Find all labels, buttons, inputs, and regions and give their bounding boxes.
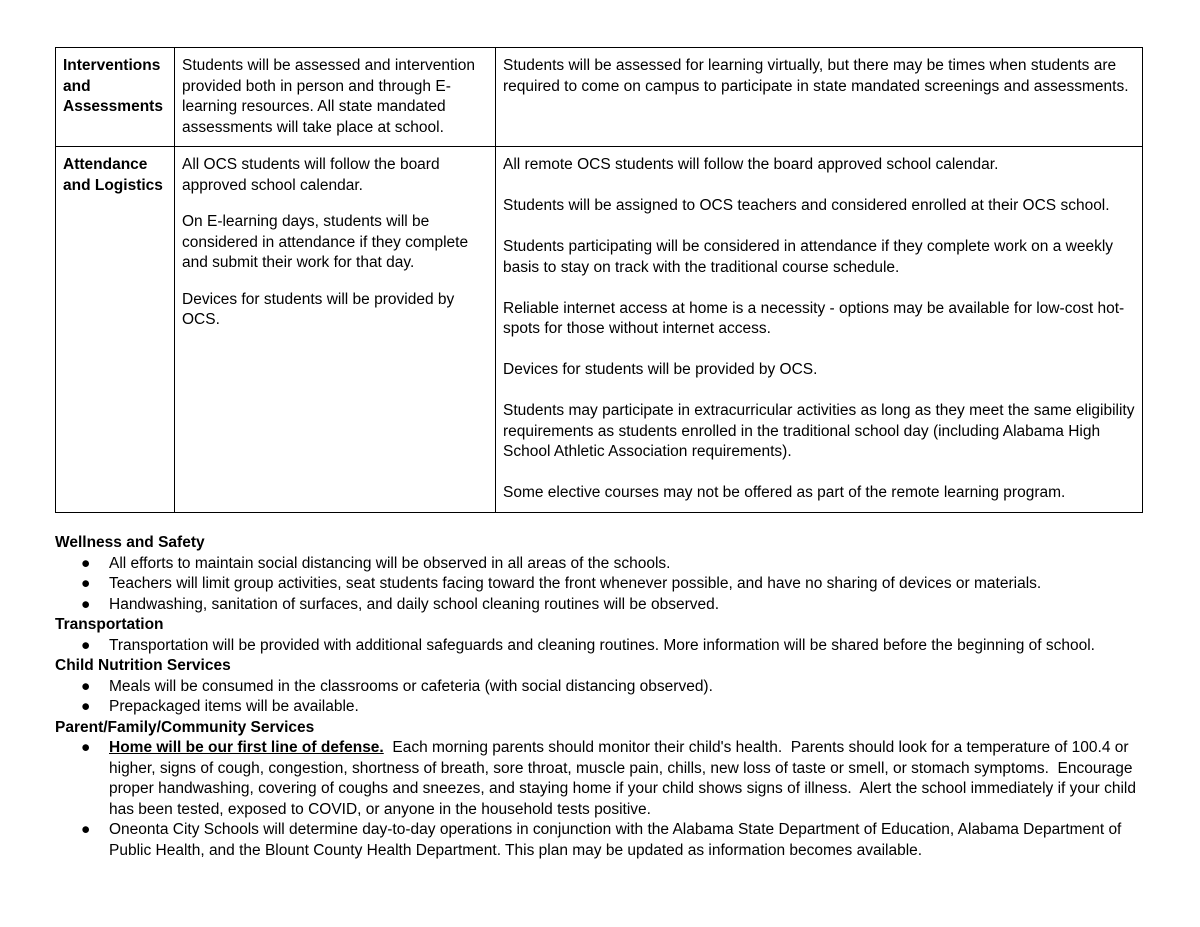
cell-paragraph: Students will be assessed for learning virtually, but there may be times when students are required to come on campus to participate in state mandated screenings and assessments. (503, 57, 1129, 95)
cell-paragraph: Reliable internet access at home is a necessity - options may be available for low-cost hot-spots for those without internet access. (503, 299, 1125, 337)
cell-paragraph: Some elective courses may not be offered as part of the remote learning program. (503, 484, 1066, 501)
first-line-of-defense-emphasis: Home will be our first line of defense. (109, 739, 384, 756)
guidelines-sections (55, 533, 1165, 861)
list-item-text: Transportation will be provided with additional safeguards and cleaning routines. More information will be shared before the beginning of school. (109, 636, 1095, 654)
cell-paragraph: Devices for students will be provided by OCS. (182, 290, 455, 328)
list-item-text: Each morning parents should monitor their child's health. Parents should look for a temperature of 100.4 or higher, signs of cough, congestion, shortness of breath, sore throat, muscle pain, chills, new loss of taste or smell, or stomach symptoms. Encourage proper handwashing, covering of coughs and sneezes, and staying home if your child shows signs of illness. Alert the school immediately if your child has been tested, exposed to COVID, or anyone in the household tests positive. (109, 739, 1141, 818)
list-item (55, 820, 1165, 861)
cell-paragraph: Students may participate in extracurricular activities as long as they meet the same eligibility requirements as students enrolled in the traditional school day (including Alabama High School Athletic Association requirements). (503, 402, 1135, 460)
community-list (55, 738, 1165, 861)
cell-paragraph: All OCS students will follow the board approved school calendar. (182, 156, 440, 194)
bullet-icon: ● (81, 739, 91, 756)
row-label-interventions: Interventions and Assessments (56, 48, 175, 147)
bullet-icon: ● (81, 821, 91, 838)
nutrition-list (55, 677, 1165, 718)
cell-paragraph: Students will be assigned to OCS teachers and considered enrolled at their OCS school. (503, 197, 1110, 214)
list-item-text: All efforts to maintain social distancing will be observed in all areas of the schools. (109, 554, 671, 572)
cell-paragraph: Students participating will be considered in attendance if they complete work on a weekly basis to stay on track with the traditional course schedule. (503, 238, 1114, 276)
list-item (55, 574, 1165, 595)
section-heading-wellness: Wellness and Safety (55, 534, 205, 551)
cell-paragraph: All remote OCS students will follow the board approved school calendar. (503, 156, 999, 173)
list-item (55, 595, 1165, 616)
cell-paragraph: Devices for students will be provided by OCS. (503, 361, 818, 378)
transportation-list (55, 636, 1165, 657)
bullet-icon: ● (81, 575, 91, 592)
remote-cell-attendance (496, 147, 1143, 513)
row-label-attendance: Attendance and Logistics (56, 147, 175, 513)
remote-cell-interventions (496, 48, 1143, 147)
list-item-text: Oneonta City Schools will determine day-to-day operations in conjunction with the Alabama State Department of Education, Alabama Department of Public Health, and the Blount County Health Department. This plan may be updated as information becomes available. (109, 821, 1122, 859)
bullet-icon: ● (81, 677, 91, 695)
list-item (55, 738, 1165, 820)
table-row-interventions (56, 48, 1143, 147)
list-item-text: Handwashing, sanitation of surfaces, and daily school cleaning routines will be observed. (109, 595, 720, 613)
traditional-cell-attendance (175, 147, 496, 513)
section-heading-nutrition: Child Nutrition Services (55, 657, 231, 674)
cell-paragraph: On E-learning days, students will be considered in attendance if they complete and submit their work for that day. (182, 213, 469, 271)
wellness-list (55, 554, 1165, 616)
section-heading-transportation: Transportation (55, 616, 164, 633)
list-item (55, 636, 1165, 657)
bullet-icon: ● (81, 595, 91, 613)
list-item-text: Meals will be consumed in the classrooms or cafeteria (with social distancing observed). (109, 677, 713, 695)
table-row-attendance (56, 147, 1143, 513)
list-item (55, 554, 1165, 575)
cell-paragraph: Students will be assessed and intervention provided both in person and through E-learning resources. All state mandated assessments will take place at school. (182, 57, 475, 136)
list-item (55, 677, 1165, 698)
list-item-text: Prepackaged items will be available. (109, 698, 359, 715)
bullet-icon: ● (81, 698, 91, 715)
list-item (55, 697, 1165, 718)
list-item-text: Teachers will limit group activities, seat students facing toward the front whenever possible, and have no sharing of devices or materials. (109, 575, 1042, 592)
section-heading-community: Parent/Family/Community Services (55, 718, 315, 736)
reopening-plan-table (55, 47, 1143, 513)
bullet-icon: ● (81, 554, 91, 572)
traditional-cell-interventions (175, 48, 496, 147)
bullet-icon: ● (81, 636, 91, 654)
